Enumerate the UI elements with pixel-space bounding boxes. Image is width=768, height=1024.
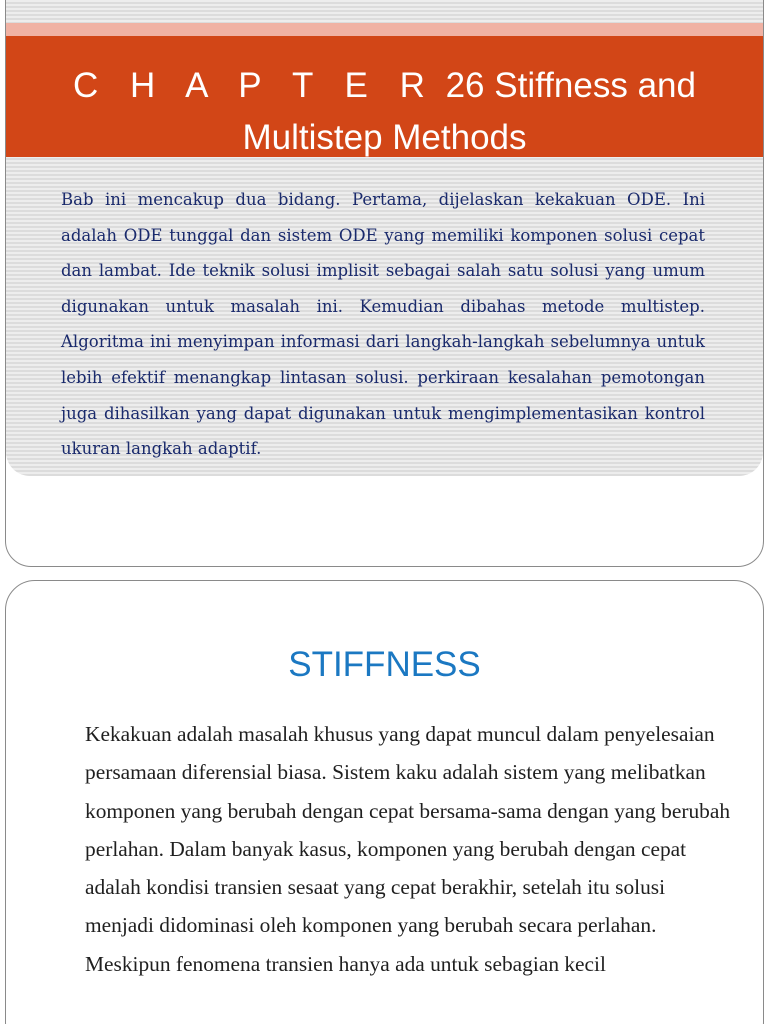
chapter-title [6,60,763,164]
chapter-title-main: 26 Stiffness and [445,66,696,105]
stiffness-slide [5,580,764,1024]
title-band [6,36,763,157]
section-heading: STIFFNESS [288,645,481,684]
chapter-summary: Bab ini mencakup dua bidang. Pertama, dijelaskan kekakuan ODE. Ini adalah ODE tunggal dan sistem ODE yang memiliki komponen solusi cepat dan lambat. Ide teknik solusi implisit sebagai salah satu solusi yang umum digunakan untuk masalah ini. Kemudian dibahas metode multistep. Algoritma ini menyimpan informasi dari langkah-langkah sebelumnya untuk lebih efektif menangkap lintasan solusi. perkiraan kesalahan pemotongan juga dihasilkan yang dapat digunakan untuk mengimplementasikan kontrol ukuran langkah adaptif. [61,190,705,459]
chapter-title-line2: Multistep Methods [242,118,527,157]
section-body: Kekakuan adalah masalah khusus yang dapat muncul dalam penyelesaian persamaan diferensial biasa. Sistem kaku adalah sistem yang melibatkan komponen yang berubah dengan cepat bersama-sama dengan yang berubah perlahan. Dalam banyak kasus, komponen yang berubah dengan cepat adalah kondisi transien sesaat yang cepat berakhir, setelah itu solusi menjadi didominasi oleh komponen yang berubah secara perlahan. Meskipun fenomena transien hanya ada untuk sebagian kecil [85,722,731,976]
chapter-slide [5,0,764,567]
accent-band [6,23,763,36]
chapter-label: C H A P T E R [73,66,436,105]
